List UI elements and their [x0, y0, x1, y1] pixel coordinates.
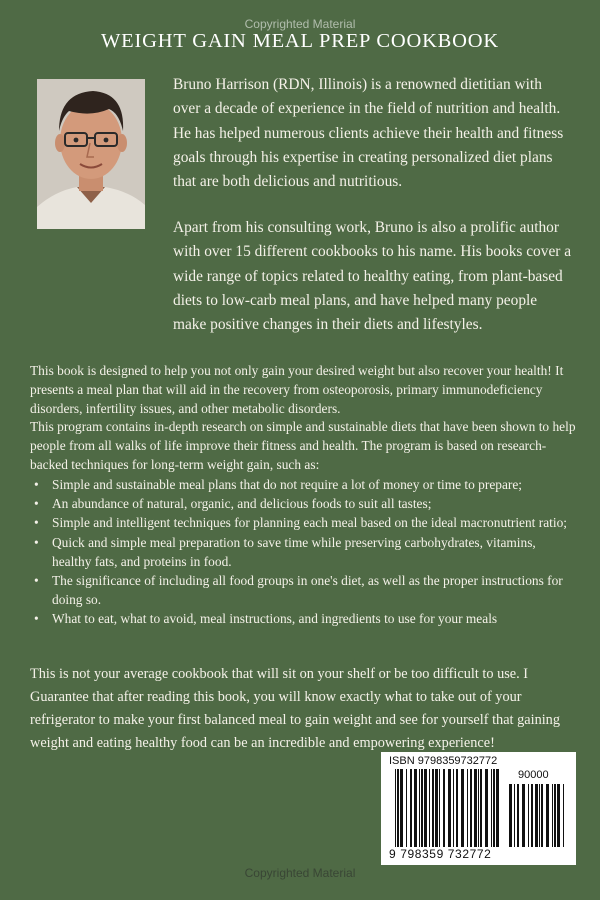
- barcode-bar: [493, 769, 495, 847]
- barcode-bar: [461, 769, 464, 847]
- barcode-bar: [514, 784, 515, 847]
- barcode-bar: [406, 769, 407, 847]
- barcode-bar: [414, 769, 417, 847]
- list-item: • An abundance of natural, organic, and delicious foods to suit all tastes;: [30, 494, 575, 513]
- barcode-bar: [453, 769, 454, 847]
- book-intro-paragraph: This book is designed to help you not only gain your desired weight but also recover your health! It presents a meal plan that will aid in the recovery from osteoporosis, primary immunodeficiency disorders, infertility issues, and other metabolic disorders.: [30, 363, 564, 417]
- barcode-bar: [400, 769, 403, 847]
- barcode-bar: [397, 769, 399, 847]
- barcode-bars: [395, 769, 499, 847]
- barcode-bar: [535, 784, 538, 847]
- barcode-bar: [432, 769, 434, 847]
- barcode-bar: [485, 769, 488, 847]
- book-intro-paragraph: This program contains in-depth research on simple and sustainable diets that have been shown to help people from all walks of life improve their fitness and health. The program is based on research-backed techniques for long-term weight gain, such as:: [30, 419, 576, 473]
- barcode-bar: [435, 769, 438, 847]
- isbn-label: ISBN 9798359732772: [389, 755, 498, 767]
- list-item: • Quick and simple meal preparation to save time while preserving carbohydrates, vitamins, healthy fats, and proteins in food.: [30, 533, 575, 571]
- price-barcode-bars: [509, 784, 565, 847]
- barcode-bar: [467, 769, 468, 847]
- author-bio-paragraph: Apart from his consulting work, Bruno is also a prolific author with over 15 different cookbooks to his name. His books cover a wide range of topics related to healthy eating, from plant-based diets to low-carb meal plans, and have helped many people make positive changes in their diets and lifestyles.: [173, 219, 572, 334]
- list-item: • Simple and sustainable meal plans that do not require a lot of money or time to prepare;: [30, 475, 575, 494]
- barcode-bar: [491, 769, 492, 847]
- barcode-bar: [478, 769, 479, 847]
- barcode-bar: [539, 784, 540, 847]
- barcode-bar: [429, 769, 430, 847]
- barcode-bar: [439, 769, 440, 847]
- barcode-bar: [563, 784, 564, 847]
- list-item: • The significance of including all food groups in one's diet, as well as the proper instructions for doing so.: [30, 571, 575, 609]
- book-title: WEIGHT GAIN MEAL PREP COOKBOOK: [101, 30, 499, 52]
- barcode-bar: [456, 769, 458, 847]
- barcode-bar: [554, 784, 556, 847]
- barcode-bar: [419, 769, 420, 847]
- barcode-bar: [480, 769, 482, 847]
- barcode-bar: [509, 784, 512, 847]
- watermark-top: Copyrighted Material: [244, 17, 356, 31]
- barcode-bar: [496, 769, 499, 847]
- barcode-bar: [528, 784, 529, 847]
- barcode-bar: [421, 769, 423, 847]
- author-bio-paragraph: Bruno Harrison (RDN, Illinois) is a renowned dietitian with over a decade of experience in the field of nutrition and health. He has helped numerous clients achieve their health and fitness goals through his expertise in creating personalized diet plans that are both delicious and nutritious.: [173, 76, 564, 191]
- price-code: 90000: [518, 769, 549, 781]
- barcode-bar: [522, 784, 525, 847]
- barcode-bar: [470, 769, 472, 847]
- barcode-bar: [531, 784, 533, 847]
- barcode-bar: [541, 784, 543, 847]
- author-photo: [37, 79, 145, 229]
- barcode-bar: [443, 769, 445, 847]
- closing-paragraph: This is not your average cookbook that will sit on your shelf or be too difficult to use. I Guarantee that after reading this book, you will know exactly what to take out of your refrigerator to make your first balanced meal to gain weight and see for yourself that gaining weight and eating healthy food can be an incredible and empowering experience!: [30, 666, 560, 751]
- benefits-list: [30, 475, 575, 629]
- barcode-bar: [517, 784, 519, 847]
- isbn-digits: 9 798359 732772: [389, 847, 492, 861]
- list-item: • Simple and intelligent techniques for planning each meal based on the ideal macronutrient ratio;: [30, 513, 575, 532]
- barcode-bar: [424, 769, 427, 847]
- barcode-bar: [557, 784, 560, 847]
- barcode-bar: [448, 769, 451, 847]
- watermark-bottom: Copyrighted Material: [244, 866, 356, 880]
- list-item: • What to eat, what to avoid, meal instructions, and ingredients to use for your meals: [30, 609, 575, 628]
- isbn-barcode: [381, 752, 576, 865]
- barcode-bar: [474, 769, 477, 847]
- barcode-bar: [546, 784, 549, 847]
- barcode-bar: [552, 784, 553, 847]
- barcode-bar: [395, 769, 396, 847]
- barcode-bar: [410, 769, 412, 847]
